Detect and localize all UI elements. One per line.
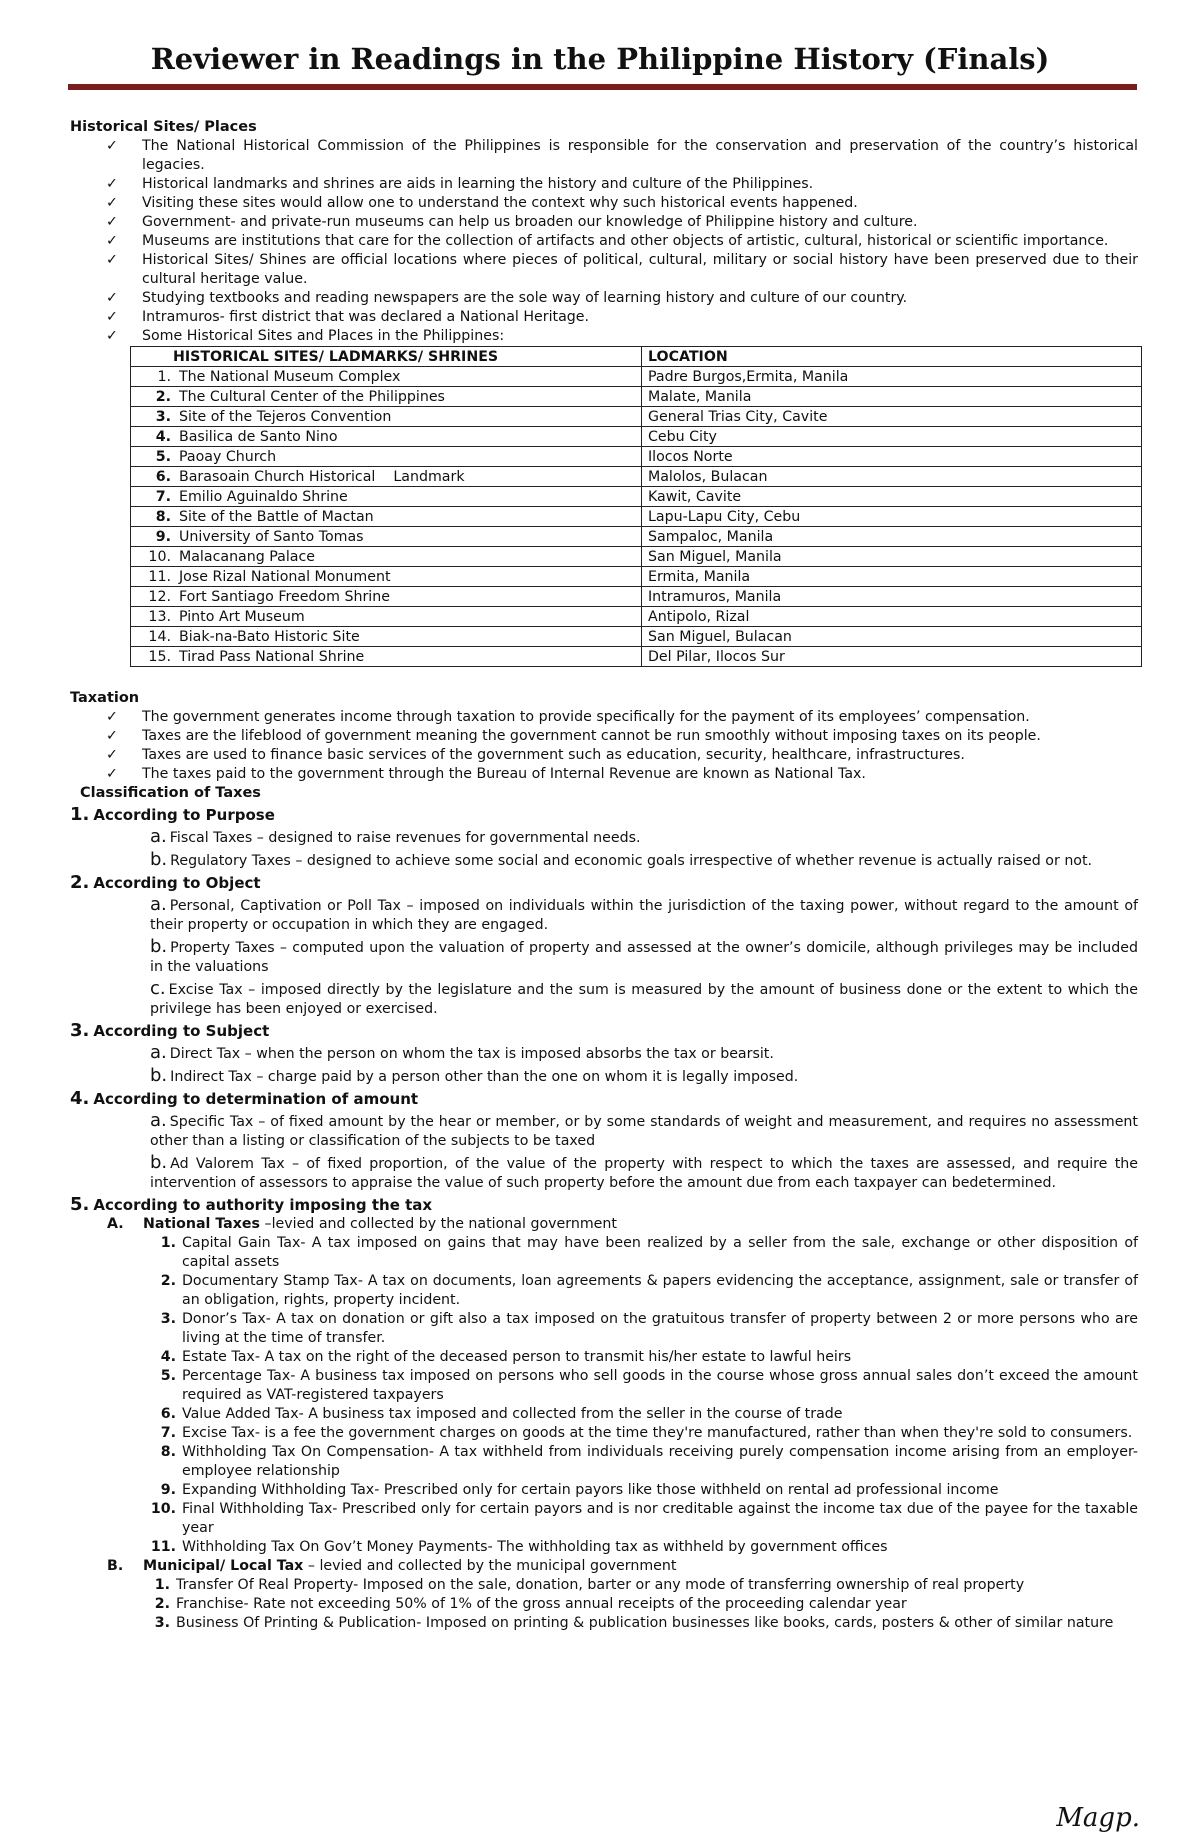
item-text: Fiscal Taxes – designed to raise revenues for governmental needs.: [169, 830, 641, 846]
site-name: Paoay Church: [179, 448, 277, 465]
row-number: 3.: [155, 408, 171, 425]
item-letter: c.: [150, 978, 166, 999]
table-row: [131, 587, 1142, 607]
list-item: [150, 1500, 1138, 1538]
item-letter: a.: [150, 1110, 167, 1131]
site-cell: [131, 487, 642, 507]
site-name: Barasoain Church Historical Landmark: [179, 468, 465, 485]
site-cell: [131, 647, 642, 667]
table-row: [131, 567, 1142, 587]
location-cell: Malolos, Bulacan: [642, 467, 1142, 487]
check-icon: ✓: [106, 252, 118, 268]
item-text: Business Of Printing & Publication- Imposed on printing & publication businesses like books, cards, posters & other of similar nature: [176, 1615, 1114, 1631]
item-text: Direct Tax – when the person on whom the tax is imposed absorbs the tax or bearsit.: [169, 1046, 774, 1062]
category-heading: 5. According to authority imposing the tax: [70, 1194, 433, 1215]
site-cell: [131, 367, 642, 387]
category-title: According to Object: [93, 874, 261, 892]
historical-bullets: [70, 137, 1138, 346]
list-item: ✓ Some Historical Sites and Places in the Philippines:: [106, 328, 505, 344]
item-number: 7.: [160, 1425, 176, 1441]
table-row: [131, 367, 1142, 387]
municipal-taxes-heading: B. Municipal/ Local Tax – levied and collected by the municipal government: [107, 1558, 677, 1574]
location-cell: Padre Burgos,Ermita, Manila: [642, 367, 1142, 387]
list-item: ✓ Museums are institutions that care for the collection of artifacts and other objects of artistic, cultural, historical or scientific importance.: [106, 233, 1109, 249]
list-item: ✓ Taxes are used to finance basic services of the government such as education, security, healthcare, infrastructures.: [106, 747, 965, 763]
historical-sites-heading: Historical Sites/ Places: [70, 119, 257, 135]
item-number: 2.: [154, 1596, 170, 1612]
item-number: 1.: [154, 1577, 170, 1593]
list-item: ✓ The government generates income through taxation to provide specifically for the payment of its employees’ compensation.: [106, 709, 1030, 725]
check-icon: ✓: [106, 214, 118, 230]
item-text: Withholding Tax On Gov’t Money Payments- The withholding tax as withheld by government offices: [182, 1539, 888, 1555]
site-name: Malacanang Palace: [179, 548, 316, 565]
taxation-heading: Taxation: [70, 690, 140, 706]
site-cell: [131, 407, 642, 427]
page-title: Reviewer in Readings in the Philippine History (Finals): [150, 42, 1050, 76]
check-icon: ✓: [106, 309, 118, 325]
list-item: [160, 1443, 1138, 1481]
table-header-row: [131, 347, 1142, 367]
item-text: Value Added Tax- A business tax imposed and collected from the seller in the course of trade: [182, 1406, 843, 1422]
item-text: Indirect Tax – charge paid by a person other than the one on whom it is legally imposed.: [170, 1069, 799, 1085]
check-icon: ✓: [106, 233, 118, 249]
item-letter: a.: [150, 826, 167, 847]
list-item: [154, 1614, 1138, 1633]
check-icon: ✓: [106, 728, 118, 744]
table-row: [131, 647, 1142, 667]
check-icon: ✓: [106, 176, 118, 192]
category-number: 3.: [70, 1020, 90, 1041]
item-number: 1.: [160, 1235, 176, 1251]
table-row: [131, 607, 1142, 627]
municipal-taxes-list: [70, 1576, 1138, 1633]
item-letter: a.: [150, 1042, 167, 1063]
table-row: [131, 387, 1142, 407]
site-cell: [131, 507, 642, 527]
list-item: ✓ Intramuros- first district that was declared a National Heritage.: [106, 309, 590, 325]
row-number: 10.: [148, 548, 171, 565]
list-item: [160, 1234, 1138, 1272]
item-number: 10.: [150, 1501, 176, 1517]
location-cell: Sampaloc, Manila: [642, 527, 1142, 547]
list-item: ✓ Studying textbooks and reading newspapers are the sole way of learning history and culture of our country.: [106, 290, 908, 306]
row-number: 13.: [148, 608, 171, 625]
site-cell: [131, 587, 642, 607]
item-letter: b.: [150, 1152, 168, 1173]
category-item: [150, 1043, 1138, 1064]
category-item: [150, 1111, 1138, 1151]
location-cell: Intramuros, Manila: [642, 587, 1142, 607]
category-item: [150, 1153, 1138, 1193]
check-icon: ✓: [106, 766, 118, 782]
category-title: According to determination of amount: [93, 1090, 419, 1108]
row-number: 9.: [155, 528, 171, 545]
item-number: 3.: [160, 1311, 176, 1327]
check-icon: ✓: [106, 328, 118, 344]
item-number: 6.: [160, 1406, 176, 1422]
row-number: 4.: [155, 428, 171, 445]
list-item: [160, 1310, 1138, 1348]
site-name: Basilica de Santo Nino: [179, 428, 338, 445]
item-text: Estate Tax- A tax on the right of the deceased person to transmit his/her estate to lawful heirs: [182, 1349, 852, 1365]
item-text: Donor’s Tax- A tax on donation or gift also a tax imposed on the gratuitous transfer of property between 2 or more persons who are living at the time of transfer.: [182, 1311, 1138, 1346]
table-row: [131, 547, 1142, 567]
location-cell: Malate, Manila: [642, 387, 1142, 407]
column-header-sites: HISTORICAL SITES/ LADMARKS/ SHRINES: [131, 347, 642, 367]
list-item: ✓ Visiting these sites would allow one to understand the context why such historical events happened.: [106, 195, 858, 211]
category-item: [150, 979, 1138, 1019]
site-cell: [131, 387, 642, 407]
table-row: [131, 467, 1142, 487]
item-text: Regulatory Taxes – designed to achieve some social and economic goals irrespective of whether revenue is actually raised or not.: [170, 853, 1093, 869]
item-number: 2.: [160, 1273, 176, 1289]
national-taxes-heading: A. National Taxes –levied and collected by the national government: [107, 1216, 617, 1232]
site-name: University of Santo Tomas: [179, 528, 364, 545]
signature: Magp.: [1056, 1803, 1140, 1833]
item-text: Specific Tax – of fixed amount by the hear or member, or by some standards of weight and measurement, and requires no assessment other than a listing or classification of the subjects to be taxed: [150, 1114, 1138, 1149]
site-cell: [131, 467, 642, 487]
site-name: Pinto Art Museum: [179, 608, 305, 625]
location-cell: Ermita, Manila: [642, 567, 1142, 587]
item-text: Transfer Of Real Property- Imposed on the sale, donation, barter or any mode of transferring ownership of real property: [176, 1577, 1025, 1593]
site-name: Site of the Tejeros Convention: [179, 408, 392, 425]
category-heading: [70, 1089, 1138, 1109]
table-row: [131, 447, 1142, 467]
item-number: 3.: [154, 1615, 170, 1631]
column-header-location: LOCATION: [642, 347, 1142, 367]
historical-sites-table: [130, 346, 1142, 667]
tax-categories: [70, 805, 1138, 1193]
site-name: Fort Santiago Freedom Shrine: [179, 588, 390, 605]
list-item: [160, 1481, 1138, 1500]
item-letter: b.: [150, 1065, 168, 1086]
category-number: 1.: [70, 804, 90, 825]
table-row: [131, 427, 1142, 447]
check-icon: ✓: [106, 195, 118, 211]
list-item: ✓ The National Historical Commission of the Philippines is responsible for the conservation and preservation of the country’s historical legacies.: [106, 138, 1138, 173]
item-text: Expanding Withholding Tax- Prescribed only for certain payors like those withheld on rental ad professional income: [182, 1482, 999, 1498]
table-row: [131, 627, 1142, 647]
item-text: Percentage Tax- A business tax imposed on persons who sell goods in the course whose gross annual sales don’t exceed the amount required as VAT-registered taxpayers: [182, 1368, 1138, 1403]
location-cell: Antipolo, Rizal: [642, 607, 1142, 627]
location-cell: San Miguel, Manila: [642, 547, 1142, 567]
item-text: Withholding Tax On Compensation- A tax withheld from individuals receiving purely compensation income arising from an employer-employee relationship: [182, 1444, 1138, 1479]
list-item: [150, 1538, 1138, 1557]
title-underline: [68, 84, 1137, 90]
site-name: Jose Rizal National Monument: [179, 568, 391, 585]
category-item: [150, 827, 1138, 848]
item-text: Capital Gain Tax- A tax imposed on gains that may have been realized by a seller from the sale, exchange or other disposition of capital assets: [182, 1235, 1138, 1270]
row-number: 8.: [155, 508, 171, 525]
site-name: The Cultural Center of the Philippines: [179, 388, 445, 405]
list-item: [154, 1576, 1138, 1595]
category-heading: [70, 1021, 1138, 1041]
item-text: Ad Valorem Tax – of fixed proportion, of the value of the property with respect to which the taxes are assessed, and require the intervention of assessors to appraise the value of such property before the amount due from each taxpayer can bedetermined.: [150, 1156, 1138, 1191]
list-item: [154, 1595, 1138, 1614]
location-cell: Ilocos Norte: [642, 447, 1142, 467]
list-item: ✓ Historical Sites/ Shines are official locations where pieces of political, cultural, military or social history have been preserved due to their cultural heritage value.: [106, 252, 1138, 287]
site-cell: [131, 527, 642, 547]
list-item: ✓ Government- and private-run museums can help us broaden our knowledge of Philippine history and culture.: [106, 214, 918, 230]
list-item: ✓ Historical landmarks and shrines are aids in learning the history and culture of the Philippines.: [106, 176, 814, 192]
taxation-bullets: [70, 708, 1138, 784]
location-cell: Cebu City: [642, 427, 1142, 447]
site-cell: [131, 427, 642, 447]
category-number: 4.: [70, 1088, 90, 1109]
location-cell: Del Pilar, Ilocos Sur: [642, 647, 1142, 667]
location-cell: San Miguel, Bulacan: [642, 627, 1142, 647]
check-icon: ✓: [106, 747, 118, 763]
item-number: 8.: [160, 1444, 176, 1460]
category-item: [150, 895, 1138, 935]
list-item: [160, 1424, 1138, 1443]
item-letter: b.: [150, 936, 168, 957]
national-taxes-list: [70, 1234, 1138, 1557]
document-body: [70, 118, 1138, 1633]
table-body: [131, 367, 1142, 667]
site-name: Biak-na-Bato Historic Site: [179, 628, 360, 645]
list-item: [160, 1367, 1138, 1405]
list-item: ✓ The taxes paid to the government through the Bureau of Internal Revenue are known as National Tax.: [106, 766, 866, 782]
table-row: [131, 407, 1142, 427]
item-text: Excise Tax- is a fee the government charges on goods at the time they're manufactured, rather than when they're sold to consumers.: [182, 1425, 1133, 1441]
site-name: Emilio Aguinaldo Shrine: [179, 488, 348, 505]
list-item: [160, 1272, 1138, 1310]
list-item: [160, 1405, 1138, 1424]
item-number: 5.: [160, 1368, 176, 1384]
site-name: Tirad Pass National Shrine: [179, 648, 365, 665]
list-item: ✓ Taxes are the lifeblood of government meaning the government cannot be run smoothly without imposing taxes on its people.: [106, 728, 1041, 744]
row-number: 1.: [157, 368, 171, 385]
category-heading: [70, 873, 1138, 893]
row-number: 6.: [155, 468, 171, 485]
check-icon: ✓: [106, 138, 118, 154]
site-cell: [131, 447, 642, 467]
list-item: [160, 1348, 1138, 1367]
site-name: The National Museum Complex: [179, 368, 401, 385]
classification-heading: Classification of Taxes: [80, 785, 261, 801]
row-number: 12.: [148, 588, 171, 605]
check-icon: ✓: [106, 709, 118, 725]
item-letter: a.: [150, 894, 167, 915]
category-title: According to Subject: [93, 1022, 270, 1040]
item-number: 11.: [150, 1539, 176, 1555]
table-row: [131, 507, 1142, 527]
item-text: Franchise- Rate not exceeding 50% of 1% of the gross annual receipts of the proceeding calendar year: [176, 1596, 907, 1612]
table-row: [131, 527, 1142, 547]
item-number: 9.: [160, 1482, 176, 1498]
category-title: According to Purpose: [93, 806, 275, 824]
row-number: 11.: [148, 568, 171, 585]
item-text: Documentary Stamp Tax- A tax on documents, loan agreements & papers evidencing the acceptance, assignment, sale or transfer of an obligation, rights, property incident.: [182, 1273, 1138, 1308]
row-number: 2.: [155, 388, 171, 405]
site-cell: [131, 607, 642, 627]
row-number: 15.: [148, 648, 171, 665]
item-number: 4.: [160, 1349, 176, 1365]
item-text: Property Taxes – computed upon the valuation of property and assessed at the owner’s domicile, although privileges may be included in the valuations: [150, 940, 1138, 975]
check-icon: ✓: [106, 290, 118, 306]
site-cell: [131, 627, 642, 647]
row-number: 7.: [155, 488, 171, 505]
category-number: 2.: [70, 872, 90, 893]
site-name: Site of the Battle of Mactan: [179, 508, 374, 525]
table-row: [131, 487, 1142, 507]
item-letter: b.: [150, 849, 168, 870]
item-text: Final Withholding Tax- Prescribed only for certain payors and is nor creditable against the income tax due of the payee for the taxable year: [182, 1501, 1138, 1536]
location-cell: Kawit, Cavite: [642, 487, 1142, 507]
location-cell: Lapu-Lapu City, Cebu: [642, 507, 1142, 527]
item-text: Excise Tax – imposed directly by the legislature and the sum is measured by the amount of business done or the extent to which the privilege has been enjoyed or exercised.: [150, 982, 1138, 1017]
row-number: 5.: [155, 448, 171, 465]
location-cell: General Trias City, Cavite: [642, 407, 1142, 427]
category-item: [150, 937, 1138, 977]
site-cell: [131, 567, 642, 587]
site-cell: [131, 547, 642, 567]
category-item: [150, 850, 1138, 871]
row-number: 14.: [148, 628, 171, 645]
item-text: Personal, Captivation or Poll Tax – imposed on individuals within the jurisdiction of the taxing power, without regard to the amount of their property or occupation in which they are engaged.: [150, 898, 1138, 933]
category-heading: [70, 805, 1138, 825]
category-item: [150, 1066, 1138, 1087]
